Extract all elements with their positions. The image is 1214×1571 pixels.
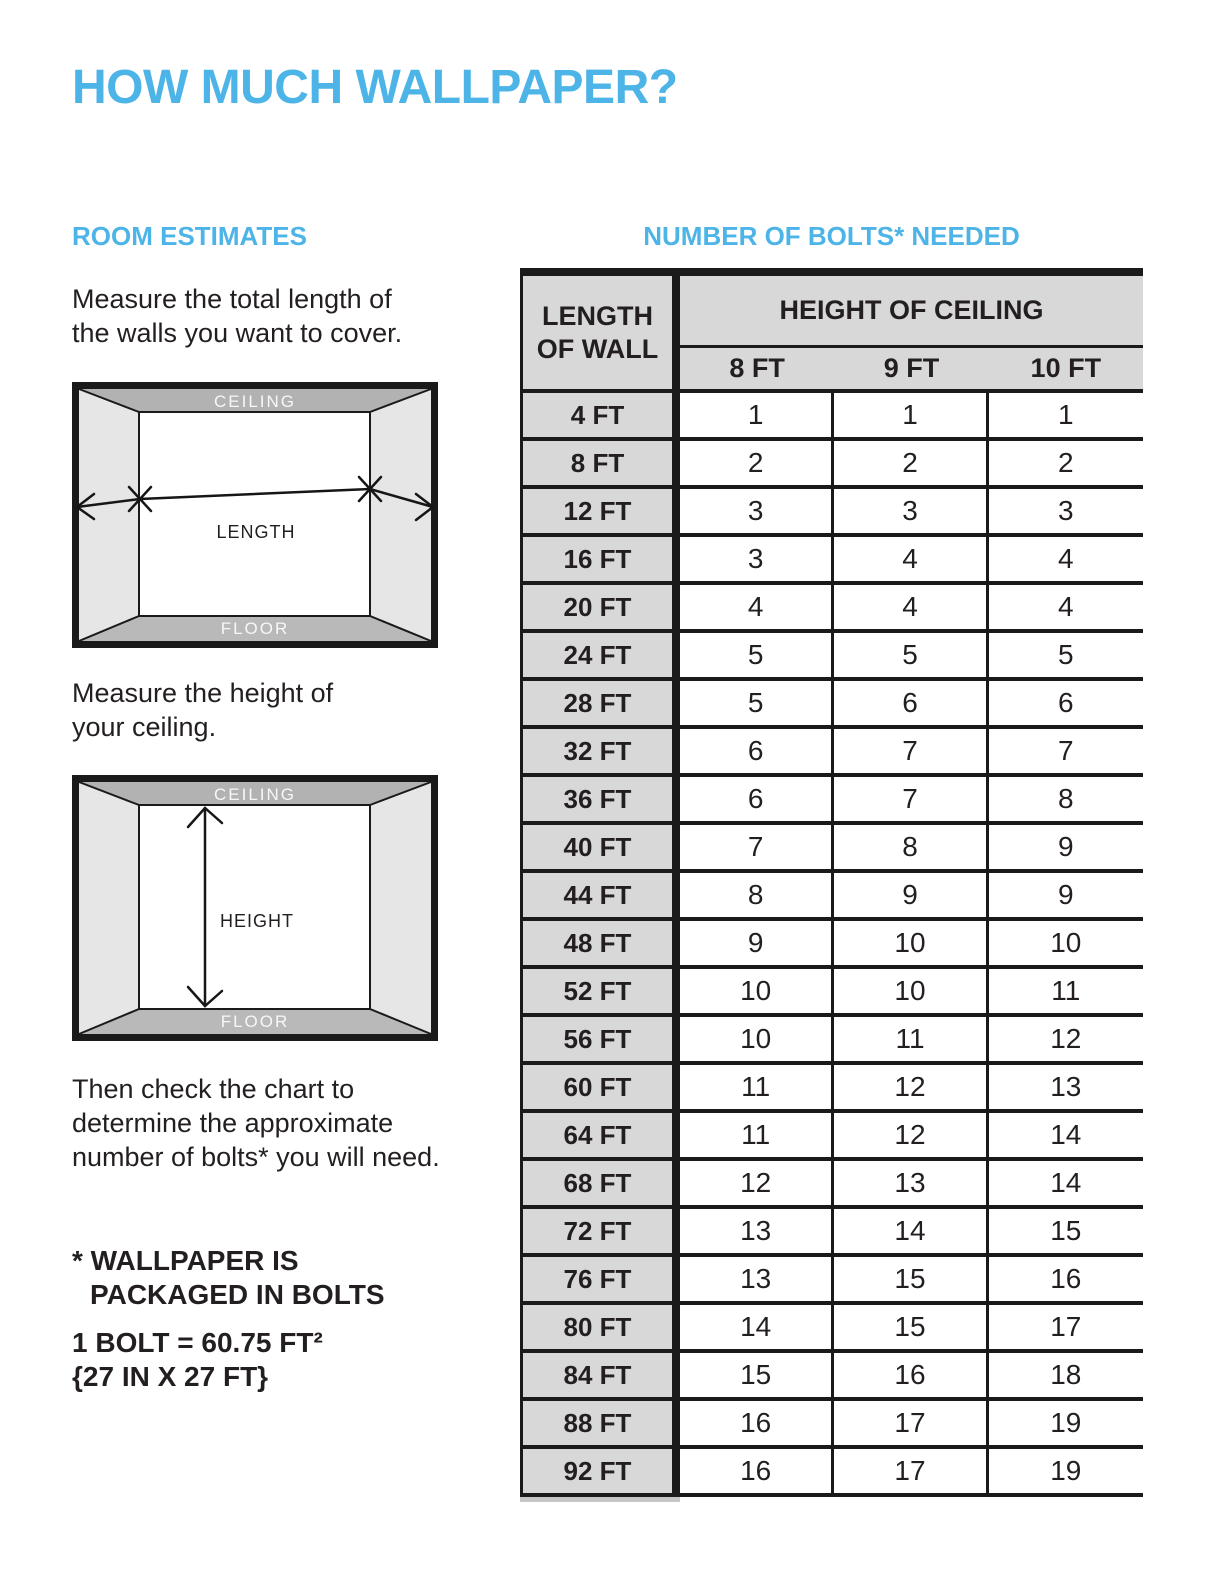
table-bottom-strip [520, 1497, 680, 1502]
row-label: 28 FT [520, 681, 680, 729]
bolt-count-cell: 13 [680, 1209, 834, 1257]
bolt-count-cell: 13 [680, 1257, 834, 1305]
table-row [520, 537, 1143, 585]
ceiling-label: CEILING [213, 392, 297, 411]
bolt-count-cell: 9 [989, 873, 1143, 921]
row-label: 64 FT [520, 1113, 680, 1161]
footnote-line: PACKAGED IN BOLTS [90, 1279, 385, 1310]
row-label: 52 FT [520, 969, 680, 1017]
table-row [520, 1449, 1143, 1497]
bolt-count-cell: 17 [989, 1305, 1143, 1353]
bolt-count-cell: 3 [989, 489, 1143, 537]
row-label: 60 FT [520, 1065, 680, 1113]
measure-height-instruction [72, 676, 333, 744]
row-label: 80 FT [520, 1305, 680, 1353]
bolt-count-cell: 5 [989, 633, 1143, 681]
bolt-count-cell: 3 [680, 489, 834, 537]
table-row [520, 489, 1143, 537]
bolt-count-cell: 9 [834, 873, 988, 921]
bolt-count-cell: 9 [989, 825, 1143, 873]
bolt-count-cell: 4 [680, 585, 834, 633]
column-header-9ft: 9 FT [834, 348, 988, 393]
bolt-count-cell: 11 [680, 1113, 834, 1161]
bolt-table-body [520, 393, 1143, 1497]
bolt-count-cell: 4 [989, 585, 1143, 633]
row-label: 4 FT [520, 393, 680, 441]
bolt-count-cell: 10 [834, 969, 988, 1017]
bolt-count-cell: 10 [834, 921, 988, 969]
height-label: HEIGHT [219, 911, 295, 931]
left-wall-surface [79, 782, 139, 1034]
bolt-count-cell: 16 [989, 1257, 1143, 1305]
bolt-count-cell: 5 [834, 633, 988, 681]
row-label: 92 FT [520, 1449, 680, 1497]
bolt-count-cell: 5 [680, 681, 834, 729]
instruction-line: Then check the chart to [72, 1074, 355, 1104]
bolt-dimensions: {27 IN X 27 FT} [72, 1361, 269, 1392]
room-length-diagram [72, 382, 438, 648]
table-row [520, 1257, 1143, 1305]
row-label: 12 FT [520, 489, 680, 537]
table-row [520, 681, 1143, 729]
bolt-count-cell: 2 [834, 441, 988, 489]
bolt-count-cell: 4 [834, 537, 988, 585]
bolt-count-cell: 12 [989, 1017, 1143, 1065]
table-row [520, 873, 1143, 921]
ceiling-height-columns [680, 348, 1143, 393]
bolt-count-cell: 13 [989, 1065, 1143, 1113]
row-label: 32 FT [520, 729, 680, 777]
row-label: 72 FT [520, 1209, 680, 1257]
bolt-count-cell: 12 [834, 1065, 988, 1113]
bolt-count-cell: 1 [989, 393, 1143, 441]
bolt-count-cell: 6 [834, 681, 988, 729]
bolt-count-cell: 8 [834, 825, 988, 873]
table-row [520, 1065, 1143, 1113]
back-wall-surface [139, 805, 370, 1009]
measure-length-instruction [72, 282, 402, 350]
table-row [520, 1305, 1143, 1353]
row-label: 76 FT [520, 1257, 680, 1305]
bolt-count-cell: 18 [989, 1353, 1143, 1401]
table-row [520, 777, 1143, 825]
bolt-count-cell: 15 [834, 1305, 988, 1353]
bolt-count-cell: 6 [680, 777, 834, 825]
bolt-count-cell: 12 [834, 1113, 988, 1161]
bolt-count-cell: 7 [989, 729, 1143, 777]
instruction-line: your ceiling. [72, 712, 217, 742]
bolt-count-cell: 12 [680, 1161, 834, 1209]
table-row [520, 633, 1143, 681]
table-row [520, 921, 1143, 969]
floor-label: FLOOR [220, 1012, 290, 1031]
bolt-count-cell: 8 [680, 873, 834, 921]
room-estimates-heading: ROOM ESTIMATES [72, 221, 307, 251]
header-line: OF WALL [536, 333, 659, 364]
instruction-line: determine the approximate [72, 1108, 394, 1138]
ceiling-label: CEILING [213, 785, 297, 804]
bolt-count-cell: 4 [989, 537, 1143, 585]
bolt-count-cell: 11 [680, 1065, 834, 1113]
bolt-count-cell: 14 [680, 1305, 834, 1353]
table-row [520, 1353, 1143, 1401]
bolt-count-cell: 1 [680, 393, 834, 441]
bolt-count-cell: 2 [989, 441, 1143, 489]
bolt-count-cell: 16 [680, 1401, 834, 1449]
floor-label: FLOOR [220, 619, 290, 638]
bolt-count-cell: 14 [989, 1161, 1143, 1209]
bolt-count-cell: 6 [680, 729, 834, 777]
bolt-count-cell: 5 [680, 633, 834, 681]
bolt-count-cell: 7 [834, 729, 988, 777]
table-row [520, 1113, 1143, 1161]
bolt-count-cell: 7 [834, 777, 988, 825]
bolt-count-cell: 2 [680, 441, 834, 489]
bolt-count-cell: 8 [989, 777, 1143, 825]
bolt-count-cell: 3 [680, 537, 834, 585]
height-of-ceiling-header: HEIGHT OF CEILING [680, 276, 1143, 348]
instruction-line: number of bolts* you will need. [72, 1142, 440, 1172]
bolt-count-cell: 13 [834, 1161, 988, 1209]
bolt-count-cell: 4 [834, 585, 988, 633]
bolt-count-cell: 15 [834, 1257, 988, 1305]
wallpaper-bolts-footnote [72, 1244, 385, 1312]
instruction-line: Measure the total length of [72, 284, 392, 314]
instruction-line: the walls you want to cover. [72, 318, 403, 348]
right-wall-surface [370, 782, 431, 1034]
table-row [520, 1401, 1143, 1449]
page-title: HOW MUCH WALLPAPER? [72, 61, 678, 114]
bolt-size-info [72, 1326, 323, 1394]
table-row [520, 393, 1143, 441]
bolts-needed-table [520, 268, 1143, 1497]
row-label: 24 FT [520, 633, 680, 681]
table-row [520, 441, 1143, 489]
row-label: 56 FT [520, 1017, 680, 1065]
bolt-count-cell: 17 [834, 1449, 988, 1497]
room-height-diagram [72, 775, 438, 1041]
footnote-line: * WALLPAPER IS [72, 1245, 299, 1276]
bolt-count-cell: 3 [834, 489, 988, 537]
bolt-count-cell: 11 [989, 969, 1143, 1017]
table-row [520, 1161, 1143, 1209]
ceiling-height-header-group [680, 276, 1143, 393]
bolts-needed-heading: NUMBER OF BOLTS* NEEDED [643, 221, 1020, 251]
instruction-line: Measure the height of [72, 678, 334, 708]
bolt-count-cell: 14 [989, 1113, 1143, 1161]
check-chart-instruction [72, 1072, 440, 1174]
table-row [520, 729, 1143, 777]
length-label: LENGTH [216, 522, 296, 542]
bolt-count-cell: 10 [680, 969, 834, 1017]
bolt-count-cell: 9 [680, 921, 834, 969]
table-row [520, 825, 1143, 873]
table-row [520, 1209, 1143, 1257]
length-of-wall-header [520, 276, 680, 393]
bolt-count-cell: 16 [834, 1353, 988, 1401]
row-label: 48 FT [520, 921, 680, 969]
row-label: 44 FT [520, 873, 680, 921]
bolt-count-cell: 10 [680, 1017, 834, 1065]
bolt-count-cell: 7 [680, 825, 834, 873]
column-header-8ft: 8 FT [680, 348, 834, 393]
bolt-count-cell: 15 [989, 1209, 1143, 1257]
table-row [520, 1017, 1143, 1065]
bolt-count-cell: 10 [989, 921, 1143, 969]
bolt-count-cell: 14 [834, 1209, 988, 1257]
bolt-count-cell: 17 [834, 1401, 988, 1449]
bolt-count-cell: 15 [680, 1353, 834, 1401]
bolt-count-cell: 19 [989, 1401, 1143, 1449]
row-label: 20 FT [520, 585, 680, 633]
bolt-count-cell: 19 [989, 1449, 1143, 1497]
back-wall-surface [139, 412, 370, 616]
row-label: 40 FT [520, 825, 680, 873]
table-row [520, 585, 1143, 633]
column-header-10ft: 10 FT [989, 348, 1143, 393]
row-label: 88 FT [520, 1401, 680, 1449]
row-label: 84 FT [520, 1353, 680, 1401]
row-label: 68 FT [520, 1161, 680, 1209]
header-line: LENGTH [542, 300, 653, 331]
table-row [520, 969, 1143, 1017]
bolt-count-cell: 16 [680, 1449, 834, 1497]
row-label: 16 FT [520, 537, 680, 585]
bolt-count-cell: 1 [834, 393, 988, 441]
bolt-count-cell: 11 [834, 1017, 988, 1065]
row-label: 36 FT [520, 777, 680, 825]
bolt-count-cell: 6 [989, 681, 1143, 729]
bolt-equation: 1 BOLT = 60.75 FT² [72, 1327, 323, 1358]
table-header [520, 276, 1143, 393]
row-label: 8 FT [520, 441, 680, 489]
